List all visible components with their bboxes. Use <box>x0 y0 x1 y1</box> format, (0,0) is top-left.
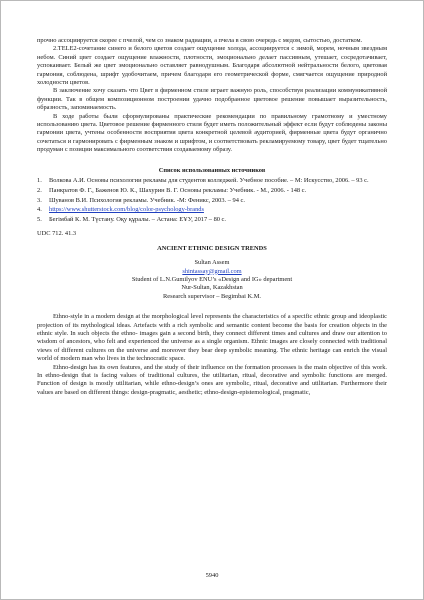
article-title: ANCIENT ETHNIC DESIGN TRENDS <box>157 244 267 252</box>
reference-number: 5. <box>37 215 42 223</box>
page-number: 5940 <box>205 572 219 579</box>
paragraph-en-2: Ethno-design has its own features, and the study of their influence on the formation processes is the main objective of this work. In ethno-design that is facing values of traditional cultures, the utilitarian, ritual, decorative and symbolic functions are merged. Function of design is mostly utilitarian, while ethno-design’s ones are symbolic, ritual, decorative and utilitarian. Furthermore their values are based on different things: design-pragmatic, aesthetic; ethno-design-epistemological, pragmatic, <box>37 363 387 396</box>
paragraph-ru-2: 2.TELE2-сочетание синего и белого цветов создает ощущение холода, ассоциируется с зимой, морем, ночным звездным небом. Синий цвет создает ощущение влажности, плотности, эмоционально делает пассивным, утешает, сосредотачивает, успокаивает. Белый же цвет эмоционально оставляет равнодушным. Благодаря абсолютной нейтральности белого, цветовая гармония, соблюдена, шрифт удобочитаем, причем благодаря его геометрической форме, смягчается ощущение природной холодности цветов. <box>37 45 387 87</box>
reference-text: Бегімбай К. М. Түстану. Оқу құралы. – Астана: ЕҰУ, 2017 – 80 с. <box>49 215 226 223</box>
author-email[interactable]: shintassay@gmail.com <box>182 267 242 275</box>
reference-item <box>37 187 387 195</box>
page-content <box>37 37 387 397</box>
reference-item <box>37 216 387 224</box>
references-list <box>37 177 387 224</box>
reference-item <box>37 177 387 185</box>
author-city: Nur-Sultan, Kazakhstan <box>181 284 243 292</box>
udc-code: UDC 712. 41.3 <box>37 230 77 238</box>
research-supervisor: Research supervisor – Begimbai K.M. <box>163 292 261 300</box>
reference-text: Волкова А.И. Основы психологии рекламы для студентов колледжей. Учебное пособие. – М: Искусство, 2006. – 93 с. <box>49 177 369 185</box>
author-email-line <box>37 268 387 276</box>
reference-link[interactable]: https://www.shutterstock.com/blog/color-psychology-brands <box>49 206 204 214</box>
reference-number: 3. <box>37 196 42 204</box>
reference-item <box>37 206 387 214</box>
references-title: Список использованных источников <box>158 166 266 174</box>
author-affiliation: Student of L.N.Gumilyov ENU’s «Design and IG» department <box>131 275 293 283</box>
reference-text: Панкратов Ф. Г., Баженов Ю. К., Шахурин В. Г. Основы рекламы: Учебник. - М., 2006. - 148 с. <box>49 186 307 194</box>
reference-number: 4. <box>37 206 42 214</box>
author-name: Sultan Assem <box>194 259 230 267</box>
paragraph-ru-3: В заключение хочу сказать что Цвет в фирменном стиле играет важную роль, способствуя реализации коммуникативной функции. Так в общем композиционном построении удачно подобранное цветовое решение повышает выразительность, образность, запоминаемость. <box>37 87 387 112</box>
reference-item <box>37 197 387 205</box>
reference-number: 2. <box>37 186 42 194</box>
reference-text: Шуванов В.И. Психология рекламы. Учебник. -М: Феникс, 2003. – 94 с. <box>49 196 245 204</box>
paragraph-ru-4: В ходе работы были сформулированы практические рекомендации по правильному грамотному и уместному использованию цвета. Цветовое решение фирменного стиля будет иметь положительный эффект если будут соблюдены законы гармонии цвета, учтены особенности восприятия цвета конкретной целевой аудиторией, фирменные цвета будут органично сочетаться и гармонировать с фирменным знаком и шрифтом, и соответствовать рекламируемому товару, цвет будет тщательно продуман с позиции максимального соответствия создаваемому образу. <box>37 112 387 154</box>
reference-number: 1. <box>37 177 42 185</box>
paragraph-ru-1: прочно ассоциируется скорее с пчелой, чем со знаком радиации, а пчела в свою очередь с медом, сытостью, достатком. <box>37 37 363 44</box>
paragraph-en-1: Ethno-style in a modern design at the morphological level represents the characteristics of a specific ethnic group and ideoplastic projection of its mythological ideas. Artefacts with a rich symbolic and semantic content become the basis for creation objects in the ethnic style. In such objects the ethno- images gain a second birth, they connect different times and cultures and draw our attention to wisdom of ancestors, who felt and experienced the universe as a single organism. Ethnic images are closely connected with traditional views of different cultures on the universe and moreover they bear deep symbolic meaning. The ethnic heritage can enrich the visual world of modern man who lives in the technocratic space. <box>37 313 387 363</box>
